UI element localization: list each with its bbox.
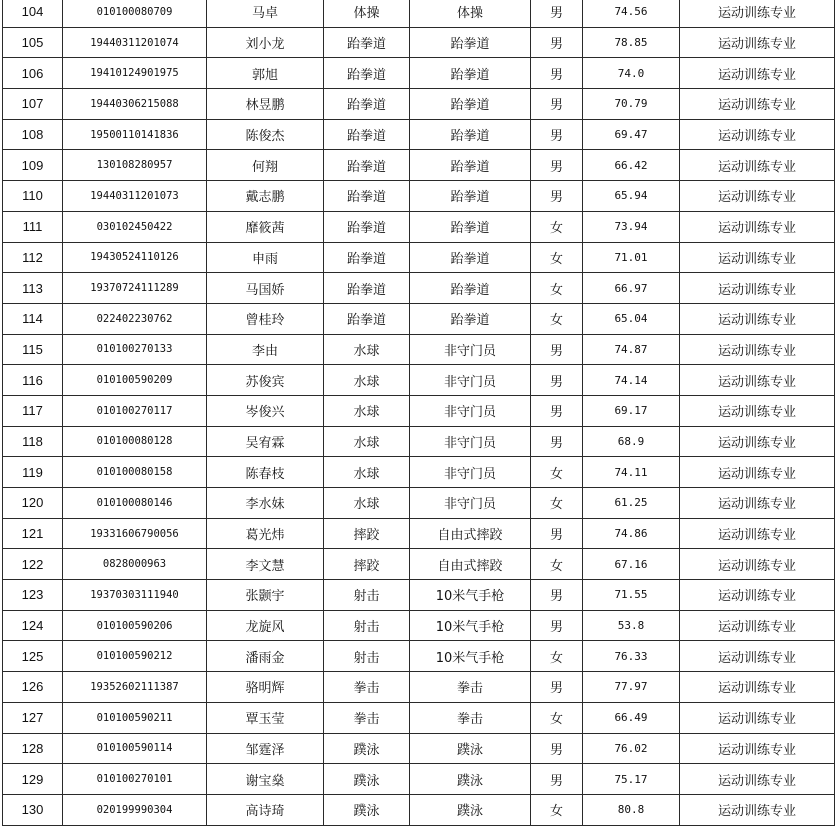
gender-cell: 男 bbox=[531, 89, 583, 120]
student-name-cell: 何翔 bbox=[207, 150, 324, 181]
sub-event-cell: 跆拳道 bbox=[410, 211, 531, 242]
student-name-cell: 潘雨金 bbox=[207, 641, 324, 672]
major-cell: 运动训练专业 bbox=[680, 794, 835, 825]
row-number-cell: 108 bbox=[3, 119, 63, 150]
major-cell: 运动训练专业 bbox=[680, 89, 835, 120]
exam-id-cell: 010100590209 bbox=[63, 365, 207, 396]
sub-event-cell: 跆拳道 bbox=[410, 303, 531, 334]
major-cell: 运动训练专业 bbox=[680, 672, 835, 703]
major-cell: 运动训练专业 bbox=[680, 181, 835, 212]
gender-cell: 女 bbox=[531, 488, 583, 519]
sub-event-cell: 蹼泳 bbox=[410, 733, 531, 764]
sport-event-cell: 水球 bbox=[324, 395, 410, 426]
sport-event-cell: 拳击 bbox=[324, 702, 410, 733]
gender-cell: 男 bbox=[531, 395, 583, 426]
major-cell: 运动训练专业 bbox=[680, 242, 835, 273]
gender-cell: 男 bbox=[531, 426, 583, 457]
student-name-cell: 陈春枝 bbox=[207, 457, 324, 488]
row-number-cell: 128 bbox=[3, 733, 63, 764]
student-name-cell: 骆明辉 bbox=[207, 672, 324, 703]
sport-event-cell: 跆拳道 bbox=[324, 211, 410, 242]
table-row bbox=[3, 58, 835, 89]
score-cell: 53.8 bbox=[583, 610, 680, 641]
sport-event-cell: 跆拳道 bbox=[324, 89, 410, 120]
score-cell: 67.16 bbox=[583, 549, 680, 580]
sport-event-cell: 水球 bbox=[324, 426, 410, 457]
gender-cell: 男 bbox=[531, 58, 583, 89]
sport-event-cell: 射击 bbox=[324, 641, 410, 672]
row-number-cell: 117 bbox=[3, 395, 63, 426]
gender-cell: 男 bbox=[531, 181, 583, 212]
exam-id-cell: 010100080146 bbox=[63, 488, 207, 519]
score-cell: 65.04 bbox=[583, 303, 680, 334]
sub-event-cell: 跆拳道 bbox=[410, 27, 531, 58]
student-name-cell: 申雨 bbox=[207, 242, 324, 273]
student-name-cell: 马卓 bbox=[207, 0, 324, 27]
sub-event-cell: 跆拳道 bbox=[410, 150, 531, 181]
sport-event-cell: 水球 bbox=[324, 334, 410, 365]
major-cell: 运动训练专业 bbox=[680, 457, 835, 488]
major-cell: 运动训练专业 bbox=[680, 395, 835, 426]
sub-event-cell: 10米气手枪 bbox=[410, 580, 531, 611]
sport-event-cell: 蹼泳 bbox=[324, 733, 410, 764]
sub-event-cell: 拳击 bbox=[410, 702, 531, 733]
student-name-cell: 高诗琦 bbox=[207, 794, 324, 825]
exam-id-cell: 010100270133 bbox=[63, 334, 207, 365]
gender-cell: 女 bbox=[531, 641, 583, 672]
row-number-cell: 107 bbox=[3, 89, 63, 120]
sub-event-cell: 10米气手枪 bbox=[410, 641, 531, 672]
sub-event-cell: 跆拳道 bbox=[410, 273, 531, 304]
table-row bbox=[3, 764, 835, 795]
score-cell: 80.8 bbox=[583, 794, 680, 825]
student-name-cell: 马国娇 bbox=[207, 273, 324, 304]
major-cell: 运动训练专业 bbox=[680, 365, 835, 396]
exam-id-cell: 010100270101 bbox=[63, 764, 207, 795]
admission-list-table bbox=[2, 0, 835, 826]
major-cell: 运动训练专业 bbox=[680, 426, 835, 457]
row-number-cell: 105 bbox=[3, 27, 63, 58]
sport-event-cell: 跆拳道 bbox=[324, 273, 410, 304]
exam-id-cell: 19440311201073 bbox=[63, 181, 207, 212]
major-cell: 运动训练专业 bbox=[680, 0, 835, 27]
major-cell: 运动训练专业 bbox=[680, 733, 835, 764]
row-number-cell: 123 bbox=[3, 580, 63, 611]
row-number-cell: 127 bbox=[3, 702, 63, 733]
student-name-cell: 张颢宇 bbox=[207, 580, 324, 611]
table-row bbox=[3, 426, 835, 457]
student-name-cell: 葛光炜 bbox=[207, 518, 324, 549]
sub-event-cell: 自由式摔跤 bbox=[410, 549, 531, 580]
row-number-cell: 104 bbox=[3, 0, 63, 27]
gender-cell: 男 bbox=[531, 610, 583, 641]
sub-event-cell: 非守门员 bbox=[410, 457, 531, 488]
table-row bbox=[3, 150, 835, 181]
sub-event-cell: 跆拳道 bbox=[410, 89, 531, 120]
student-name-cell: 李由 bbox=[207, 334, 324, 365]
sport-event-cell: 跆拳道 bbox=[324, 150, 410, 181]
row-number-cell: 129 bbox=[3, 764, 63, 795]
row-number-cell: 126 bbox=[3, 672, 63, 703]
sub-event-cell: 跆拳道 bbox=[410, 181, 531, 212]
row-number-cell: 124 bbox=[3, 610, 63, 641]
major-cell: 运动训练专业 bbox=[680, 518, 835, 549]
sport-event-cell: 跆拳道 bbox=[324, 119, 410, 150]
major-cell: 运动训练专业 bbox=[680, 702, 835, 733]
row-number-cell: 125 bbox=[3, 641, 63, 672]
gender-cell: 女 bbox=[531, 242, 583, 273]
gender-cell: 男 bbox=[531, 27, 583, 58]
exam-id-cell: 19370303111940 bbox=[63, 580, 207, 611]
sub-event-cell: 10米气手枪 bbox=[410, 610, 531, 641]
exam-id-cell: 19430524110126 bbox=[63, 242, 207, 273]
row-number-cell: 130 bbox=[3, 794, 63, 825]
student-name-cell: 靡筱茜 bbox=[207, 211, 324, 242]
score-cell: 66.49 bbox=[583, 702, 680, 733]
student-name-cell: 李文慧 bbox=[207, 549, 324, 580]
gender-cell: 男 bbox=[531, 119, 583, 150]
row-number-cell: 120 bbox=[3, 488, 63, 519]
sub-event-cell: 非守门员 bbox=[410, 334, 531, 365]
score-cell: 66.97 bbox=[583, 273, 680, 304]
table-row bbox=[3, 365, 835, 396]
student-name-cell: 覃玉莹 bbox=[207, 702, 324, 733]
exam-id-cell: 19331606790056 bbox=[63, 518, 207, 549]
major-cell: 运动训练专业 bbox=[680, 764, 835, 795]
score-cell: 74.87 bbox=[583, 334, 680, 365]
major-cell: 运动训练专业 bbox=[680, 27, 835, 58]
table-row bbox=[3, 610, 835, 641]
row-number-cell: 114 bbox=[3, 303, 63, 334]
gender-cell: 男 bbox=[531, 334, 583, 365]
sub-event-cell: 拳击 bbox=[410, 672, 531, 703]
major-cell: 运动训练专业 bbox=[680, 549, 835, 580]
table-row bbox=[3, 641, 835, 672]
student-name-cell: 吴宥霖 bbox=[207, 426, 324, 457]
table-row bbox=[3, 702, 835, 733]
table-row bbox=[3, 303, 835, 334]
sub-event-cell: 非守门员 bbox=[410, 395, 531, 426]
table-row bbox=[3, 242, 835, 273]
score-cell: 61.25 bbox=[583, 488, 680, 519]
exam-id-cell: 010100270117 bbox=[63, 395, 207, 426]
exam-id-cell: 010100590206 bbox=[63, 610, 207, 641]
sub-event-cell: 跆拳道 bbox=[410, 58, 531, 89]
row-number-cell: 122 bbox=[3, 549, 63, 580]
score-cell: 76.33 bbox=[583, 641, 680, 672]
sport-event-cell: 摔跤 bbox=[324, 518, 410, 549]
row-number-cell: 112 bbox=[3, 242, 63, 273]
score-cell: 69.17 bbox=[583, 395, 680, 426]
sport-event-cell: 体操 bbox=[324, 0, 410, 27]
student-name-cell: 苏俊宾 bbox=[207, 365, 324, 396]
score-cell: 78.85 bbox=[583, 27, 680, 58]
score-cell: 74.86 bbox=[583, 518, 680, 549]
table-row bbox=[3, 794, 835, 825]
row-number-cell: 110 bbox=[3, 181, 63, 212]
row-number-cell: 106 bbox=[3, 58, 63, 89]
score-cell: 65.94 bbox=[583, 181, 680, 212]
table-row bbox=[3, 518, 835, 549]
sub-event-cell: 非守门员 bbox=[410, 426, 531, 457]
student-name-cell: 邹霆泽 bbox=[207, 733, 324, 764]
gender-cell: 男 bbox=[531, 365, 583, 396]
table-row bbox=[3, 488, 835, 519]
sport-event-cell: 跆拳道 bbox=[324, 303, 410, 334]
score-cell: 73.94 bbox=[583, 211, 680, 242]
sub-event-cell: 跆拳道 bbox=[410, 242, 531, 273]
gender-cell: 女 bbox=[531, 794, 583, 825]
row-number-cell: 109 bbox=[3, 150, 63, 181]
table-row bbox=[3, 89, 835, 120]
student-name-cell: 林昱鹏 bbox=[207, 89, 324, 120]
sport-event-cell: 摔跤 bbox=[324, 549, 410, 580]
major-cell: 运动训练专业 bbox=[680, 273, 835, 304]
major-cell: 运动训练专业 bbox=[680, 610, 835, 641]
sport-event-cell: 射击 bbox=[324, 610, 410, 641]
gender-cell: 女 bbox=[531, 457, 583, 488]
gender-cell: 女 bbox=[531, 549, 583, 580]
major-cell: 运动训练专业 bbox=[680, 580, 835, 611]
score-cell: 68.9 bbox=[583, 426, 680, 457]
sport-event-cell: 跆拳道 bbox=[324, 27, 410, 58]
sport-event-cell: 跆拳道 bbox=[324, 58, 410, 89]
gender-cell: 女 bbox=[531, 702, 583, 733]
sub-event-cell: 非守门员 bbox=[410, 488, 531, 519]
student-name-cell: 刘小龙 bbox=[207, 27, 324, 58]
score-cell: 69.47 bbox=[583, 119, 680, 150]
sport-event-cell: 蹼泳 bbox=[324, 794, 410, 825]
table-row bbox=[3, 733, 835, 764]
table-row bbox=[3, 119, 835, 150]
gender-cell: 男 bbox=[531, 150, 583, 181]
exam-id-cell: 19440311201074 bbox=[63, 27, 207, 58]
row-number-cell: 118 bbox=[3, 426, 63, 457]
table-row bbox=[3, 211, 835, 242]
exam-id-cell: 19370724111289 bbox=[63, 273, 207, 304]
student-name-cell: 龙旋风 bbox=[207, 610, 324, 641]
gender-cell: 男 bbox=[531, 0, 583, 27]
exam-id-cell: 130108280957 bbox=[63, 150, 207, 181]
score-cell: 75.17 bbox=[583, 764, 680, 795]
sport-event-cell: 拳击 bbox=[324, 672, 410, 703]
row-number-cell: 119 bbox=[3, 457, 63, 488]
table-row bbox=[3, 580, 835, 611]
table-row bbox=[3, 672, 835, 703]
sport-event-cell: 跆拳道 bbox=[324, 181, 410, 212]
exam-id-cell: 010100080128 bbox=[63, 426, 207, 457]
exam-id-cell: 19410124901975 bbox=[63, 58, 207, 89]
major-cell: 运动训练专业 bbox=[680, 488, 835, 519]
score-cell: 74.0 bbox=[583, 58, 680, 89]
gender-cell: 男 bbox=[531, 764, 583, 795]
student-name-cell: 岑俊兴 bbox=[207, 395, 324, 426]
sport-event-cell: 跆拳道 bbox=[324, 242, 410, 273]
table-row bbox=[3, 549, 835, 580]
exam-id-cell: 010100080709 bbox=[63, 0, 207, 27]
exam-id-cell: 022402230762 bbox=[63, 303, 207, 334]
gender-cell: 男 bbox=[531, 733, 583, 764]
sub-event-cell: 非守门员 bbox=[410, 365, 531, 396]
score-cell: 74.56 bbox=[583, 0, 680, 27]
row-number-cell: 116 bbox=[3, 365, 63, 396]
major-cell: 运动训练专业 bbox=[680, 303, 835, 334]
table-row bbox=[3, 181, 835, 212]
row-number-cell: 113 bbox=[3, 273, 63, 304]
sport-event-cell: 蹼泳 bbox=[324, 764, 410, 795]
major-cell: 运动训练专业 bbox=[680, 119, 835, 150]
sport-event-cell: 水球 bbox=[324, 365, 410, 396]
table-row bbox=[3, 273, 835, 304]
score-cell: 70.79 bbox=[583, 89, 680, 120]
gender-cell: 男 bbox=[531, 672, 583, 703]
exam-id-cell: 030102450422 bbox=[63, 211, 207, 242]
exam-id-cell: 0828000963 bbox=[63, 549, 207, 580]
exam-id-cell: 010100590212 bbox=[63, 641, 207, 672]
sport-event-cell: 水球 bbox=[324, 488, 410, 519]
score-cell: 77.97 bbox=[583, 672, 680, 703]
sub-event-cell: 自由式摔跤 bbox=[410, 518, 531, 549]
student-name-cell: 陈俊杰 bbox=[207, 119, 324, 150]
exam-id-cell: 19500110141836 bbox=[63, 119, 207, 150]
sport-event-cell: 射击 bbox=[324, 580, 410, 611]
exam-id-cell: 020199990304 bbox=[63, 794, 207, 825]
score-cell: 76.02 bbox=[583, 733, 680, 764]
gender-cell: 男 bbox=[531, 580, 583, 611]
gender-cell: 女 bbox=[531, 273, 583, 304]
sub-event-cell: 跆拳道 bbox=[410, 119, 531, 150]
sport-event-cell: 水球 bbox=[324, 457, 410, 488]
table-row bbox=[3, 457, 835, 488]
score-cell: 66.42 bbox=[583, 150, 680, 181]
gender-cell: 女 bbox=[531, 211, 583, 242]
table-body bbox=[3, 0, 835, 825]
table-row bbox=[3, 395, 835, 426]
row-number-cell: 111 bbox=[3, 211, 63, 242]
score-cell: 74.14 bbox=[583, 365, 680, 396]
student-name-cell: 郭旭 bbox=[207, 58, 324, 89]
table-row bbox=[3, 0, 835, 27]
major-cell: 运动训练专业 bbox=[680, 334, 835, 365]
row-number-cell: 115 bbox=[3, 334, 63, 365]
table-row bbox=[3, 334, 835, 365]
student-name-cell: 戴志鹏 bbox=[207, 181, 324, 212]
major-cell: 运动训练专业 bbox=[680, 641, 835, 672]
major-cell: 运动训练专业 bbox=[680, 58, 835, 89]
score-cell: 71.55 bbox=[583, 580, 680, 611]
gender-cell: 男 bbox=[531, 518, 583, 549]
exam-id-cell: 010100080158 bbox=[63, 457, 207, 488]
gender-cell: 女 bbox=[531, 303, 583, 334]
student-name-cell: 曾桂玲 bbox=[207, 303, 324, 334]
exam-id-cell: 19352602111387 bbox=[63, 672, 207, 703]
student-name-cell: 谢宝燊 bbox=[207, 764, 324, 795]
exam-id-cell: 010100590114 bbox=[63, 733, 207, 764]
score-cell: 71.01 bbox=[583, 242, 680, 273]
sub-event-cell: 蹼泳 bbox=[410, 764, 531, 795]
table-row bbox=[3, 27, 835, 58]
score-cell: 74.11 bbox=[583, 457, 680, 488]
row-number-cell: 121 bbox=[3, 518, 63, 549]
student-name-cell: 李水妹 bbox=[207, 488, 324, 519]
sub-event-cell: 蹼泳 bbox=[410, 794, 531, 825]
exam-id-cell: 010100590211 bbox=[63, 702, 207, 733]
major-cell: 运动训练专业 bbox=[680, 211, 835, 242]
exam-id-cell: 19440306215088 bbox=[63, 89, 207, 120]
sub-event-cell: 体操 bbox=[410, 0, 531, 27]
major-cell: 运动训练专业 bbox=[680, 150, 835, 181]
